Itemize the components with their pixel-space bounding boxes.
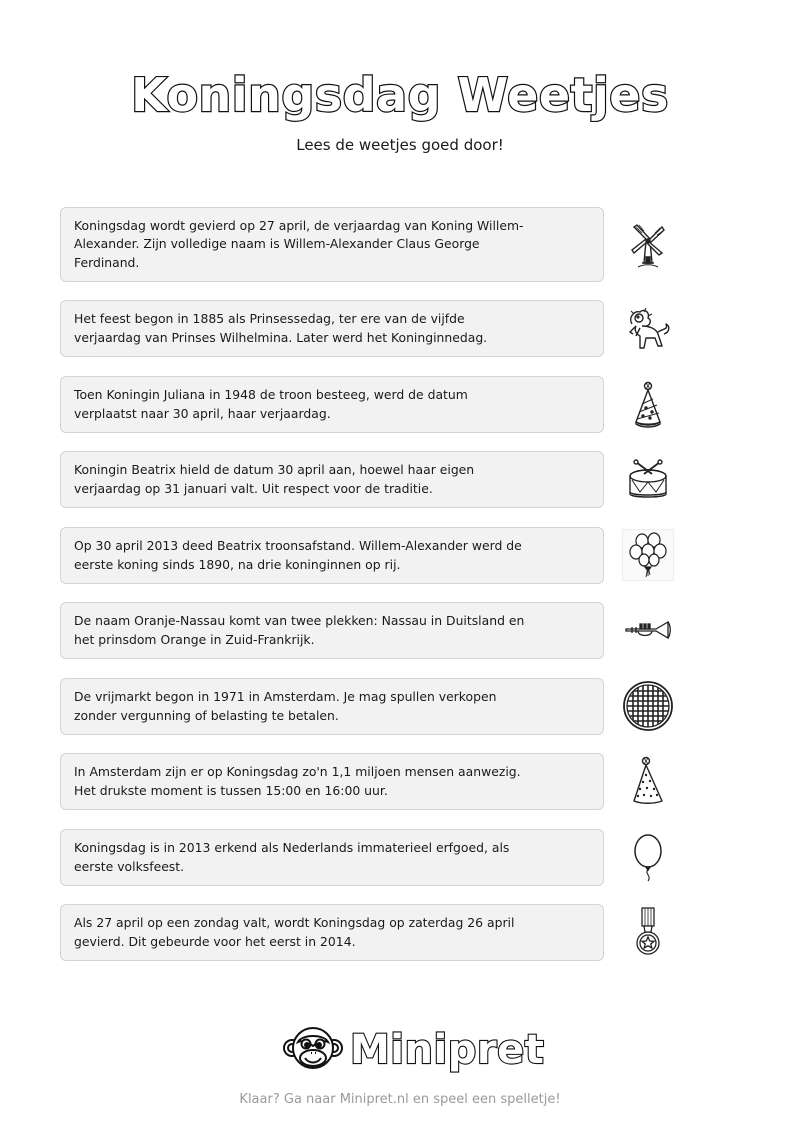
page-title: Koningsdag Weetjes	[131, 68, 669, 122]
fact-box	[60, 300, 604, 357]
fact-box	[60, 527, 604, 584]
fact-text: De vrijmarkt begon in 1971 in Amsterdam. Je mag spullen verkopen zonder vergunning of belasting te betalen.	[74, 689, 497, 723]
monkey-logo-icon	[282, 1022, 344, 1078]
balloon-icon	[622, 831, 674, 883]
fact-box	[60, 829, 604, 886]
logo-text: Minipret	[350, 1027, 545, 1073]
fact-text: Toen Koningin Juliana in 1948 de troon besteeg, werd de datum verplaatst naar 30 april, haar verjaardag.	[74, 387, 468, 421]
fact-text: Op 30 april 2013 deed Beatrix troonsafstand. Willem-Alexander werd de eerste koning sinds 1890, na drie koninginnen op rij.	[74, 538, 522, 572]
fact-box	[60, 451, 604, 508]
footer-text: Klaar? Ga naar Minipret.nl en speel een spelletje!	[239, 1092, 561, 1107]
fact-text: De naam Oranje-Nassau komt van twee plekken: Nassau in Duitsland en het prinsdom Orange in Zuid-Frankrijk.	[74, 613, 525, 647]
page-subtitle: Lees de weetjes goed door!	[296, 136, 504, 154]
trumpet-icon	[622, 604, 674, 656]
fact-text: Koningin Beatrix hield de datum 30 april aan, hoewel haar eigen verjaardag op 31 januari valt. Uit respect voor de traditie.	[74, 462, 475, 496]
lion-icon	[622, 302, 674, 354]
windmill-icon	[622, 219, 674, 271]
fact-box	[60, 678, 604, 735]
fact-box	[60, 376, 604, 433]
fact-box	[60, 753, 604, 810]
party-hat-dots-icon	[622, 755, 674, 807]
waffle-icon	[622, 680, 674, 732]
party-hat-icon	[622, 378, 674, 430]
fact-text: Koningsdag wordt gevierd op 27 april, de verjaardag van Koning Willem-Alexander. Zijn volledige naam is Willem-Alexander Claus George Ferdinand.	[74, 217, 524, 270]
fact-box	[60, 207, 604, 282]
fact-text: In Amsterdam zijn er op Koningsdag zo'n 1,1 miljoen mensen aanwezig. Het drukste moment is tussen 15:00 en 16:00 uur.	[74, 764, 521, 798]
drum-icon	[622, 454, 674, 506]
fact-text: Als 27 april op een zondag valt, wordt Koningsdag op zaterdag 26 april gevierd. Dit gebeurde voor het eerst in 2014.	[74, 915, 515, 949]
balloons-icon	[622, 529, 674, 581]
fact-box	[60, 602, 604, 659]
fact-text: Het feest begon in 1885 als Prinsessedag, ter ere van de vijfde verjaardag van Prinses Wilhelmina. Later werd het Koninginnedag.	[74, 311, 488, 345]
medal-icon	[622, 906, 674, 958]
fact-text: Koningsdag is in 2013 erkend als Nederlands immaterieel erfgoed, als eerste volksfeest.	[74, 840, 510, 874]
minipret-logo	[282, 1020, 545, 1080]
fact-box	[60, 904, 604, 961]
